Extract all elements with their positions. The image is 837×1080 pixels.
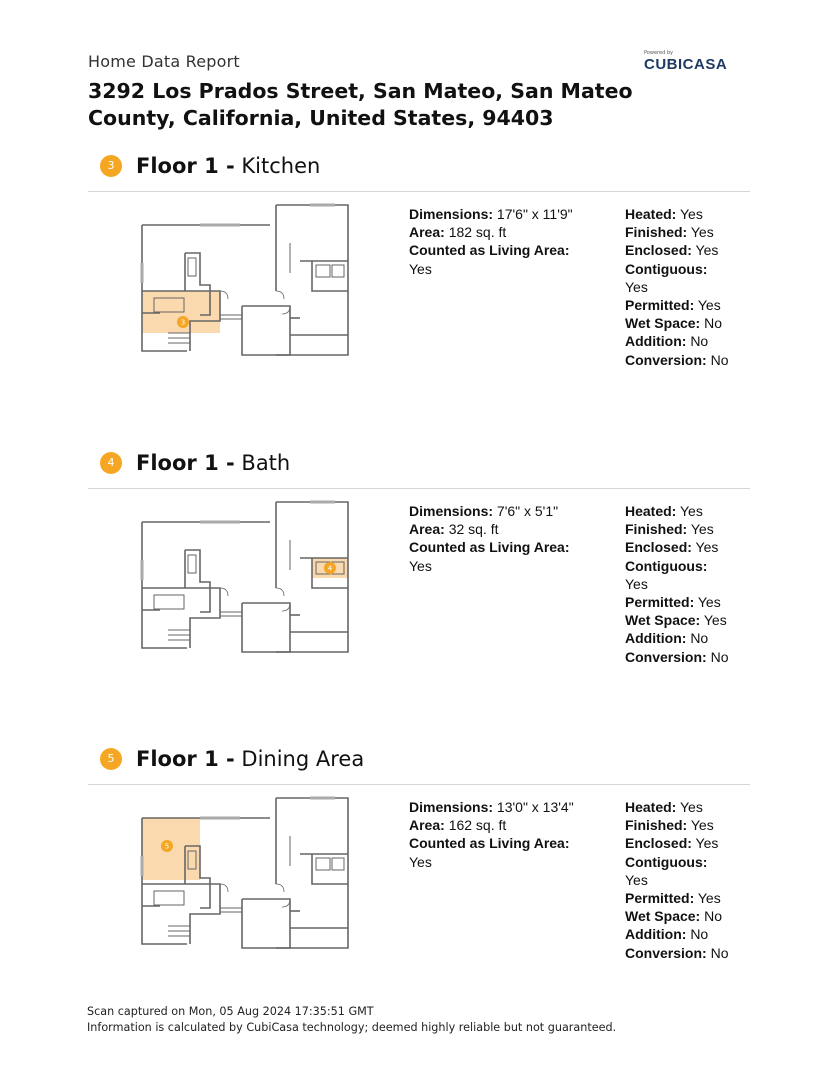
dimensions-row: Dimensions: 7'6" x 5'1" (409, 503, 559, 519)
room-section-bath (0, 452, 837, 752)
room-marker-number: 3 (180, 318, 186, 327)
room-name: Dining Area (241, 747, 365, 771)
living-area-label: Counted as Living Area: (409, 835, 570, 852)
addition-row: Addition: No (625, 926, 709, 943)
room-number-badge: 5 (100, 748, 122, 770)
disclaimer-text: Information is calculated by CubiCasa technology; deemed highly reliable but not guaranteed. (87, 1020, 617, 1034)
room-name: Bath (241, 451, 291, 475)
room-section-kitchen (0, 155, 837, 455)
floor-label: Floor 1 - (136, 451, 235, 475)
floor-plan-image (130, 203, 360, 373)
heated-row: Heated: Yes (625, 503, 703, 519)
wet-space-row: Wet Space: No (625, 908, 723, 925)
room-section-dining-area (0, 748, 837, 1048)
floor-plan-image (130, 796, 360, 966)
wet-space-row: Wet Space: No (625, 315, 723, 332)
conversion-row: Conversion: No (625, 351, 729, 368)
room-flags (625, 798, 745, 962)
report-label: Home Data Report (88, 52, 240, 71)
conversion-row: Conversion: No (625, 648, 729, 665)
room-number-badge: 4 (100, 452, 122, 474)
living-area-label: Counted as Living Area: (409, 242, 570, 259)
property-address: 3292 Los Prados Street, San Mateo, San Mateo County, California, United States, 94403 (88, 79, 633, 130)
enclosed-row: Enclosed: Yes (625, 539, 719, 556)
room-number-badge: 3 (100, 155, 122, 177)
report-footer (87, 1004, 616, 1035)
living-area-label: Counted as Living Area: (409, 539, 570, 556)
room-details (409, 798, 609, 871)
room-details (409, 502, 609, 575)
room-details (409, 205, 609, 278)
finished-row: Finished: Yes (625, 817, 714, 834)
dimensions-row: Dimensions: 17'6" x 11'9" (409, 206, 573, 222)
heated-row: Heated: Yes (625, 206, 703, 222)
heated-row: Heated: Yes (625, 799, 703, 815)
floor-label: Floor 1 - (136, 154, 235, 178)
room-title (136, 747, 364, 771)
room-marker-number: 5 (164, 842, 170, 851)
scan-timestamp: Scan captured on Mon, 05 Aug 2024 17:35:51 GMT (87, 1005, 374, 1018)
wet-space-row: Wet Space: Yes (625, 612, 727, 629)
section-divider (88, 191, 750, 192)
dimensions-row: Dimensions: 13'0" x 13'4" (409, 799, 574, 815)
section-divider (88, 784, 750, 785)
area-row: Area: 182 sq. ft (409, 224, 507, 241)
addition-row: Addition: No (625, 630, 709, 647)
finished-row: Finished: Yes (625, 224, 714, 241)
permitted-row: Permitted: Yes (625, 297, 721, 314)
living-area-value: Yes (409, 260, 432, 277)
room-name: Kitchen (241, 154, 321, 178)
permitted-row: Permitted: Yes (625, 890, 721, 907)
contiguous-row: Contiguous: Yes (625, 260, 708, 295)
area-row: Area: 162 sq. ft (409, 817, 507, 834)
powered-by-text: Powered by (644, 50, 673, 56)
permitted-row: Permitted: Yes (625, 594, 721, 611)
section-divider (88, 488, 750, 489)
living-area-value: Yes (409, 557, 432, 574)
cubicasa-logo (640, 50, 740, 74)
brand-name: CUBICASA (644, 56, 728, 73)
room-title (136, 451, 290, 475)
room-marker-number: 4 (327, 564, 333, 573)
enclosed-row: Enclosed: Yes (625, 835, 719, 852)
conversion-row: Conversion: No (625, 944, 729, 961)
living-area-value: Yes (409, 853, 432, 870)
contiguous-row: Contiguous: Yes (625, 557, 708, 592)
finished-row: Finished: Yes (625, 521, 714, 538)
addition-row: Addition: No (625, 333, 709, 350)
area-row: Area: 32 sq. ft (409, 521, 499, 538)
contiguous-row: Contiguous: Yes (625, 853, 708, 888)
enclosed-row: Enclosed: Yes (625, 242, 719, 259)
room-flags (625, 205, 745, 369)
floor-label: Floor 1 - (136, 747, 235, 771)
floor-plan-image (130, 500, 360, 670)
room-title (136, 154, 320, 178)
room-flags (625, 502, 745, 666)
